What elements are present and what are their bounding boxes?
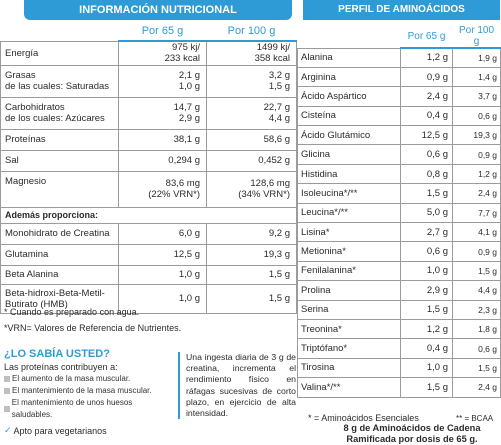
amino-value-100g: 1,9 g (453, 48, 501, 67)
amino-name: Glicina (298, 145, 401, 164)
amino-col-100g: Por 100 g (453, 25, 501, 48)
list-item: El aumento de la masa muscular. (4, 373, 169, 385)
bullet-icon (4, 406, 10, 412)
row-label-proteinas: Proteínas (1, 129, 119, 150)
amino-value-65g: 1,5 g (401, 184, 453, 203)
amino-value-65g: 1,5 g (401, 300, 453, 319)
proteinas-65g: 38,1 g (119, 129, 207, 150)
amino-value-100g: 0,9 g (453, 242, 501, 261)
table-row (298, 339, 501, 358)
amino-name: Serina (298, 300, 401, 319)
table-row (298, 126, 501, 145)
note-vrn: *VRN= Valores de Referencia de Nutrientes. (4, 323, 182, 333)
energia-65g: 975 kj/ 233 kcal (119, 41, 207, 65)
amino-value-65g: 0,6 g (401, 145, 453, 164)
amino-value-100g: 1,5 g (453, 261, 501, 280)
table-row (298, 261, 501, 280)
hmb-100g: 1,5 g (207, 284, 297, 313)
table-row (298, 378, 501, 397)
amino-name: Arginina (298, 67, 401, 86)
glutamina-65g: 12,5 g (119, 244, 207, 265)
amino-name: Ácido Glutámico (298, 126, 401, 145)
table-row (1, 265, 297, 284)
table-row (298, 281, 501, 300)
table-row (298, 223, 501, 242)
amino-name: Leucina*/** (298, 203, 401, 222)
table-row (1, 244, 297, 265)
amino-col-65g: Por 65 g (401, 25, 453, 48)
carbohidratos-100g: 22,7 g 4,4 g (207, 97, 297, 129)
amino-value-100g: 19,3 g (453, 126, 501, 145)
amino-name: Valina*/** (298, 378, 401, 397)
nutrition-title: INFORMACIÓN NUTRICIONAL (24, 0, 292, 20)
amino-value-100g: 4,1 g (453, 223, 501, 242)
row-label-grasas: Grasas de las cuales: Saturadas (1, 65, 119, 97)
carbohidratos-65g: 14,7 g 2,9 g (119, 97, 207, 129)
amino-name: Ácido Aspártico (298, 87, 401, 106)
glutamina-100g: 19,3 g (207, 244, 297, 265)
creatina-claim: Una ingesta diaria de 3 g de creatina, incrementa el rendimiento físico en ráfagas sucesivas de corto plazo, en ejercicio de alta intensidad. (178, 352, 296, 419)
table-row (1, 65, 297, 97)
amino-bcaa-statement: 8 g de Aminoácidos de Cadena Ramificada por dosis de 65 g. (343, 423, 481, 444)
row-label-magnesio: Magnesio (1, 171, 119, 207)
amino-name: Tirosina (298, 358, 401, 377)
creatina-65g: 6,0 g (119, 223, 207, 244)
amino-value-65g: 12,5 g (401, 126, 453, 145)
amino-value-100g: 2,3 g (453, 300, 501, 319)
note-agua: * Cuando es preparado con agua. (4, 307, 140, 317)
amino-col-header (298, 25, 501, 48)
amino-rows (298, 48, 501, 397)
table-row (298, 319, 501, 338)
amino-name: Lisina* (298, 223, 401, 242)
row-label-carbohidratos: Carbohidratos de los cuales: Azúcares (1, 97, 119, 129)
amino-value-100g: 1,5 g (453, 358, 501, 377)
row-label-creatina: Monohidrato de Creatina (1, 223, 119, 244)
amino-name: Cisteína (298, 106, 401, 125)
beta-alanina-100g: 1,5 g (207, 265, 297, 284)
amino-value-65g: 0,6 g (401, 242, 453, 261)
amino-value-100g: 7,7 g (453, 203, 501, 222)
nutrition-table (0, 23, 297, 314)
nutrition-notes (4, 306, 181, 335)
list-item: El mantenimiento de unos huesos saludables. (4, 397, 169, 421)
amino-panel (297, 0, 500, 398)
row-label-glutamina: Glutamina (1, 244, 119, 265)
energia-100g: 1499 kj/ 358 kcal (207, 41, 297, 65)
amino-value-65g: 1,0 g (401, 358, 453, 377)
amino-value-65g: 1,5 g (401, 378, 453, 397)
amino-value-100g: 4,4 g (453, 281, 501, 300)
section-header (1, 207, 297, 223)
col-per-100g: Por 100 g (207, 23, 297, 41)
amino-value-100g: 0,6 g (453, 106, 501, 125)
row-label-beta-alanina: Beta Alanina (1, 265, 119, 284)
amino-value-65g: 2,7 g (401, 223, 453, 242)
sabia-intro: Las proteínas contribuyen a: (4, 362, 118, 372)
table-row (1, 41, 297, 65)
amino-footnote-essential: * = Aminoácidos Esenciales (308, 413, 419, 423)
amino-value-100g: 2,4 g (453, 378, 501, 397)
amino-value-100g: 1,2 g (453, 164, 501, 183)
sabia-usted-box (4, 348, 169, 421)
amino-value-65g: 1,2 g (401, 319, 453, 338)
amino-value-65g: 2,9 g (401, 281, 453, 300)
table-row (1, 129, 297, 150)
amino-value-100g: 1,8 g (453, 319, 501, 338)
amino-name: Histidina (298, 164, 401, 183)
table-row (298, 106, 501, 125)
creatina-100g: 9,2 g (207, 223, 297, 244)
amino-name: Triptófano* (298, 339, 401, 358)
magnesio-100g: 128,6 mg (34% VRN*) (207, 171, 297, 207)
amino-name: Fenilalanina* (298, 261, 401, 280)
grasas-65g: 2,1 g 1,0 g (119, 65, 207, 97)
table-row (1, 223, 297, 244)
bullet-icon (4, 376, 10, 382)
amino-value-65g: 0,4 g (401, 339, 453, 358)
amino-table (297, 25, 501, 398)
amino-value-100g: 3,7 g (453, 87, 501, 106)
amino-name: Alanina (298, 48, 401, 67)
proteinas-100g: 58,6 g (207, 129, 297, 150)
table-row (298, 48, 501, 67)
vegetarian-badge (4, 425, 107, 436)
ademas-proporciona: Además proporciona: (1, 207, 297, 223)
sal-100g: 0,452 g (207, 150, 297, 171)
row-label-hmb: Beta-hidroxi-Beta-Metil- Butirato (HMB) (1, 284, 119, 313)
table-row (298, 87, 501, 106)
amino-value-65g: 1,0 g (401, 261, 453, 280)
sal-65g: 0,294 g (119, 150, 207, 171)
col-per-65g: Por 65 g (119, 23, 207, 41)
grasas-100g: 3,2 g 1,5 g (207, 65, 297, 97)
check-icon: ✓ (4, 425, 12, 435)
amino-value-65g: 0,4 g (401, 106, 453, 125)
table-row (1, 150, 297, 171)
amino-name: Metionina* (298, 242, 401, 261)
magnesio-65g: 83,6 mg (22% VRN*) (119, 171, 207, 207)
row-label-energia: Energía (1, 41, 119, 65)
list-item: El mantenimiento de la masa muscular. (4, 385, 169, 397)
table-row (1, 171, 297, 207)
table-row (298, 203, 501, 222)
amino-value-65g: 1,2 g (401, 48, 453, 67)
table-row (298, 242, 501, 261)
amino-value-100g: 0,9 g (453, 145, 501, 164)
amino-value-65g: 2,4 g (401, 87, 453, 106)
vegetarian-label: Apto para vegetarianos (13, 425, 107, 436)
amino-value-100g: 1,4 g (453, 67, 501, 86)
amino-value-100g: 2,4 g (453, 184, 501, 203)
row-label-sal: Sal (1, 150, 119, 171)
table-row (298, 300, 501, 319)
nutrition-col-header (1, 23, 297, 41)
amino-name: Treonina* (298, 319, 401, 338)
table-row (298, 164, 501, 183)
amino-footnote-bcaa: ** = BCAA (456, 414, 494, 423)
beta-alanina-65g: 1,0 g (119, 265, 207, 284)
hmb-65g: 1,0 g (119, 284, 207, 313)
table-row (1, 97, 297, 129)
bullet-icon (4, 388, 10, 394)
amino-name: Prolina (298, 281, 401, 300)
table-row (298, 67, 501, 86)
amino-title: PERFIL DE AMINOÁCIDOS (303, 0, 500, 20)
nutrition-panel (0, 0, 296, 314)
amino-value-65g: 5,0 g (401, 203, 453, 222)
amino-name: Isoleucina*/** (298, 184, 401, 203)
amino-value-65g: 0,8 g (401, 164, 453, 183)
sabia-title: ¿LO SABÍA USTED? (4, 348, 110, 360)
table-row (298, 358, 501, 377)
table-row (298, 145, 501, 164)
table-row (298, 184, 501, 203)
amino-value-65g: 0,9 g (401, 67, 453, 86)
amino-value-100g: 0,6 g (453, 339, 501, 358)
